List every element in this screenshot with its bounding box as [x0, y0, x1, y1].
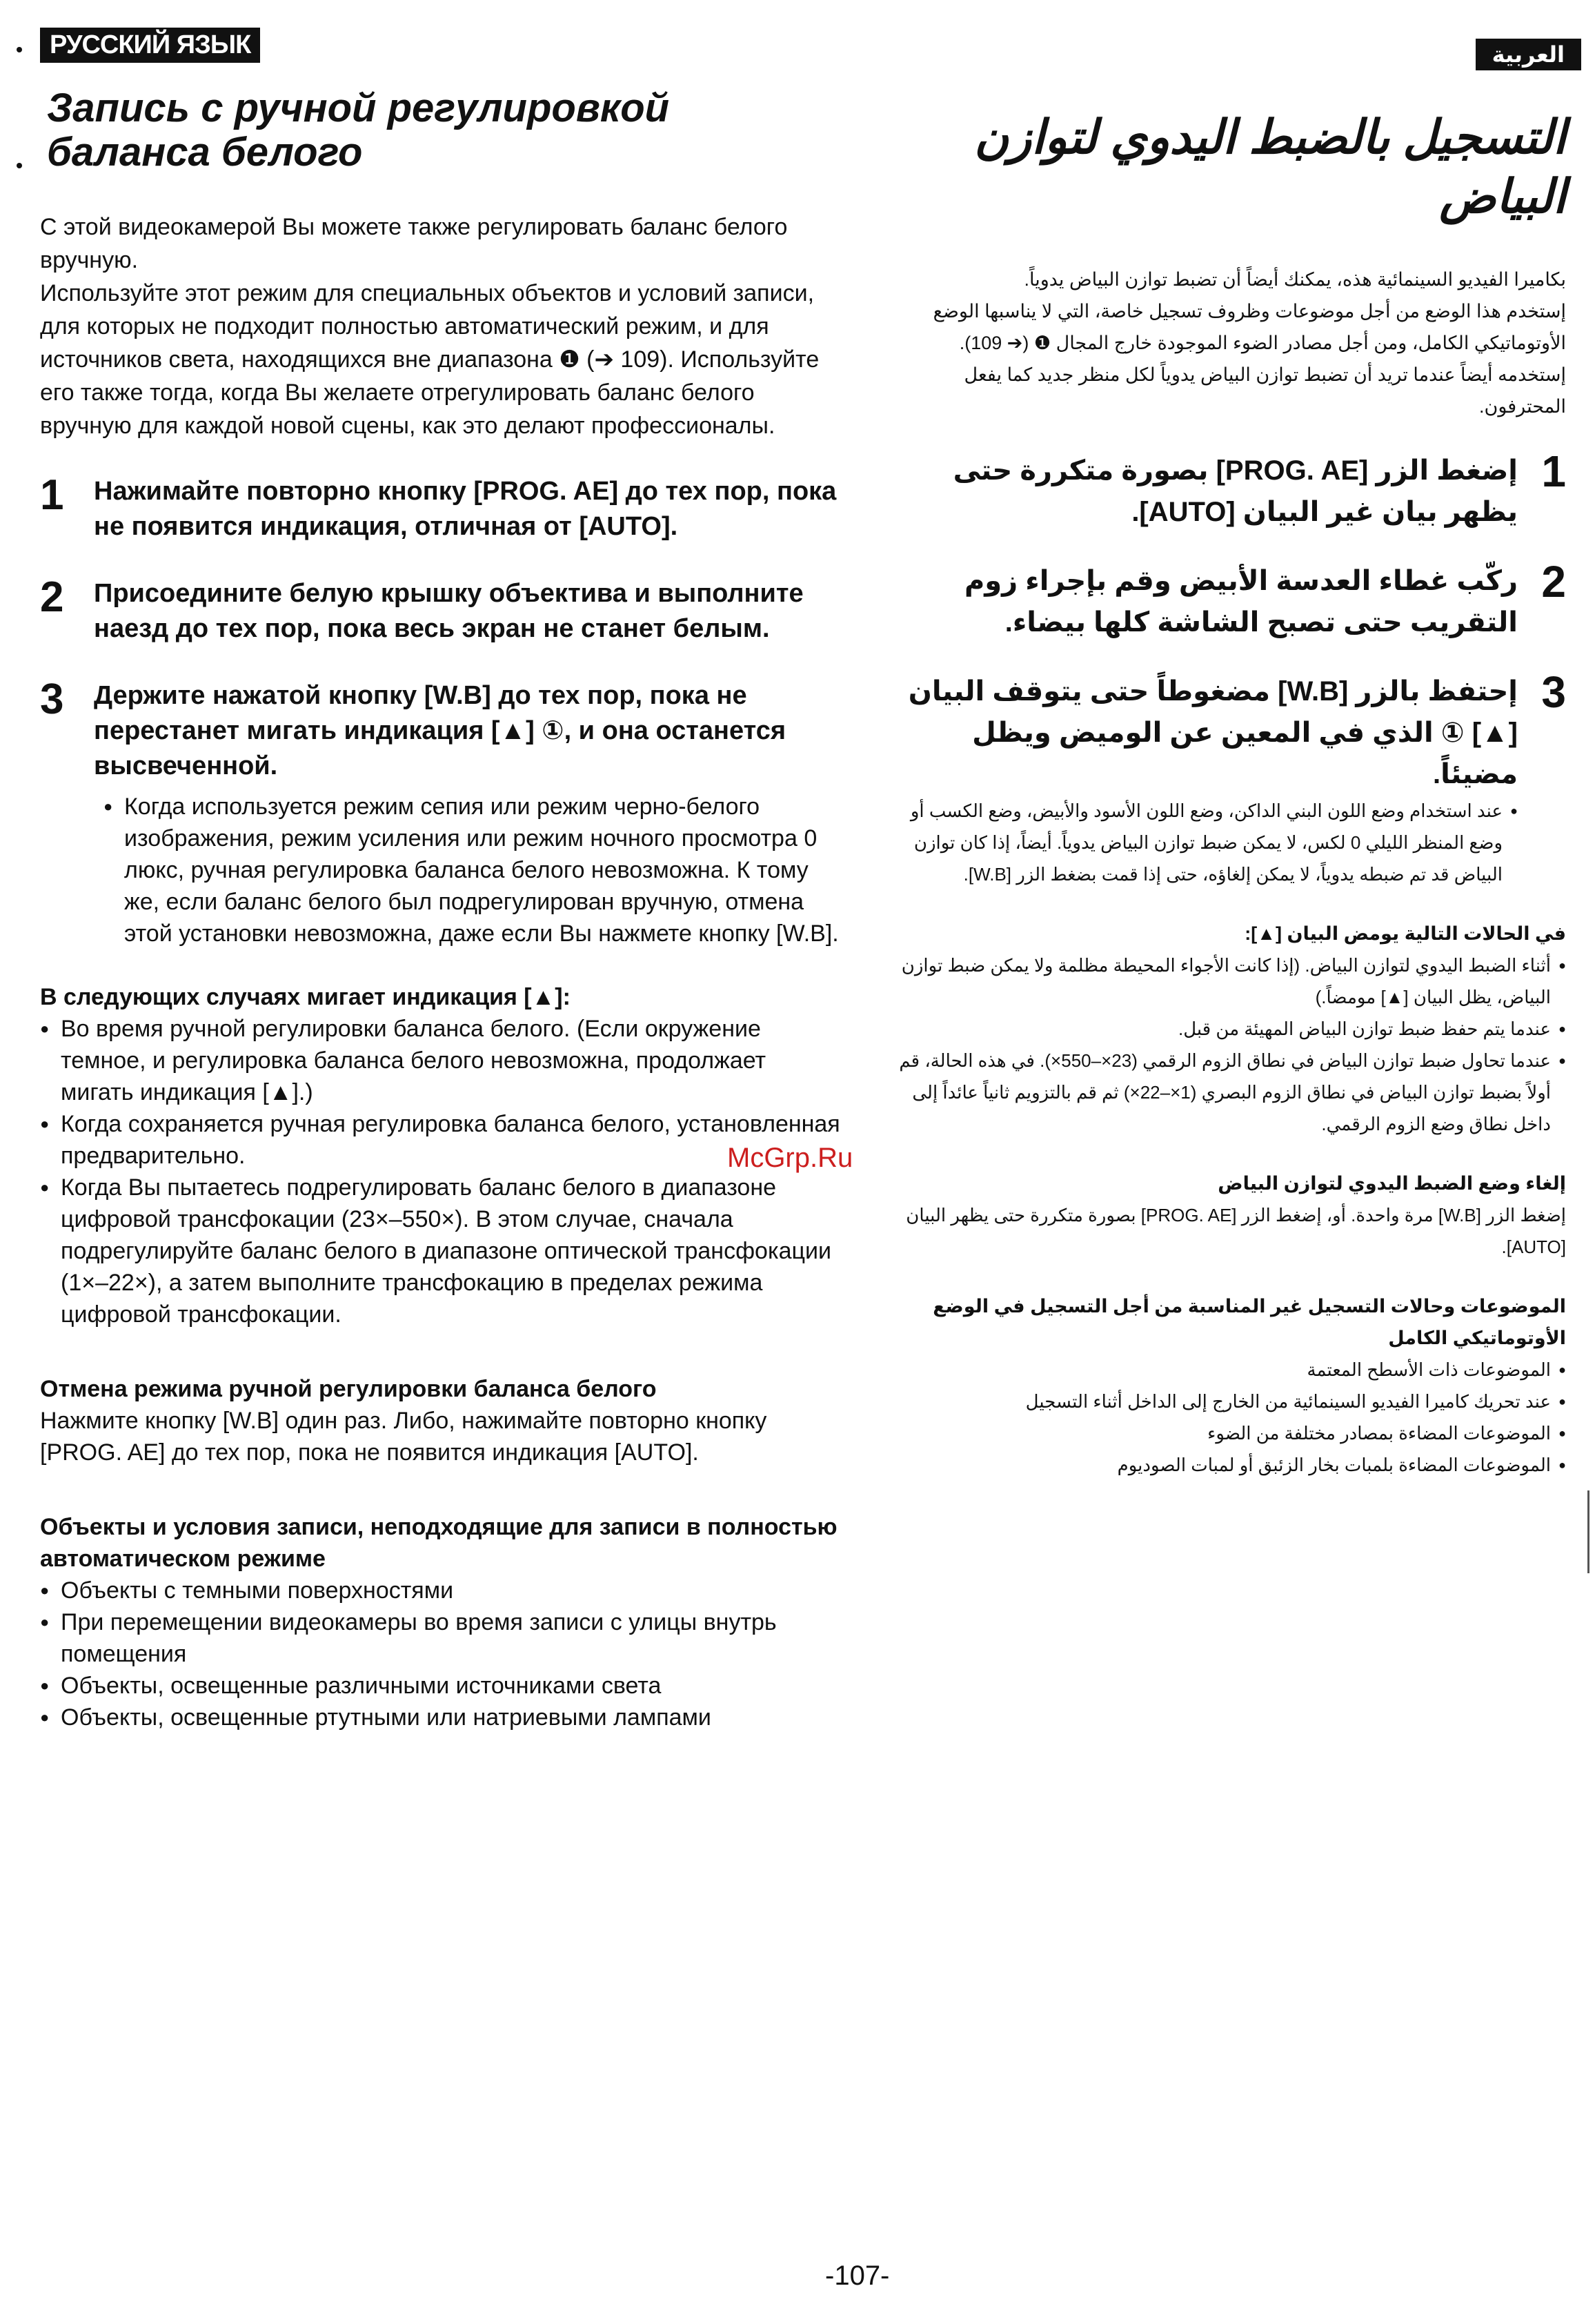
list-item: ● При перемещении видеокамеры во время записи с улицы внутрь помещения — [40, 1606, 840, 1670]
section-heading: إلغاء وضع الضبط اليدوي لتوازن البياض — [1218, 1173, 1566, 1194]
margin-mark — [17, 47, 22, 52]
list-item: ● Когда сохраняется ручная регулировка баланса белого, установленная предварительно. — [40, 1108, 840, 1172]
list-item: ● Объекты, освещенные ртутными или натриевыми лампами — [40, 1702, 840, 1733]
step-text: Держите нажатой кнопку [W.B] до тех пор, пока не перестанет мигать индикация [▲] ①, и она останется высвеченной. — [94, 681, 786, 780]
step-3-notes — [890, 795, 1518, 890]
intro-ar — [890, 264, 1566, 422]
language-badge-ar: العربية — [1476, 39, 1581, 70]
blink-list — [40, 1013, 840, 1330]
section-heading: في الحالات التالية يومض البيان [▲]: — [1245, 923, 1566, 944]
list-item: ● Во время ручной регулировки баланса белого. (Если окружение темное, и регулировка баланса белого невозможна, продолжает мигать индикация [▲].) — [40, 1013, 840, 1108]
step-3 — [890, 667, 1566, 795]
step-number: 1 — [1541, 446, 1566, 496]
russian-column — [40, 28, 840, 1733]
section-heading: Объекты и условия записи, неподходящие для записи в полностью автоматическом режиме — [40, 1514, 838, 1572]
list-item: ● أثناء الضبط اليدوي لتوازن البياض. (إذا كانت الأجواء المحيطة مظلمة ولا يمكن ضبط توازن البياض، يظل البيان [▲] مومضاً.) — [890, 949, 1566, 1013]
step-3 — [40, 678, 840, 784]
step-number: 3 — [40, 676, 64, 723]
step-text: إحتفظ بالزر [W.B] مضغوطاً حتى يتوقف البيان [▲] ① الذي في المعين عن الوميض ويظل مضيئاً. — [908, 676, 1518, 789]
list-item: ● عند تحريك كاميرا الفيديو السينمائية من الخارج إلى الداخل أثناء التسجيل — [890, 1386, 1566, 1417]
note-item: ● عند استخدام وضع اللون البني الداكن، وضع اللون الأسود والأبيض، وضع الكسب أو وضع المنظر الليلي 0 لكس، لا يمكن ضبط توازن البياض يدوياً. أيضاً، إذا كان توازن البياض قد تم ضبطه يدوياً، لا يمكن إلغاؤه، حتى إذا قمت بضغط الزر [W.B]. — [890, 795, 1518, 890]
section-heading: В следующих случаях мигает индикация [▲]: — [40, 984, 571, 1010]
step-2 — [40, 573, 840, 647]
page-title-ru: Запись с ручной регулировкой баланса белого — [47, 86, 670, 175]
intro-paragraph: Используйте этот режим для специальных объектов и условий записи, для которых не подходит полностью автоматический режим, и для источников света, находящихся вне диапазона ❶ (➔ 109). Используйте его также тогда, когда Вы желаете отрегулировать баланс белого вручную для каждой новой сцены, как это делают профессионалы. — [40, 280, 820, 439]
note-item: ● Когда используется режим сепия или режим черно-белого изображения, режим усиления или режим ночного просмотра 0 люкс, ручная регулировка баланса белого невозможна. К тому же, если баланс белого был подрегулирован вручную, отмена этой установки невозможна, даже если Вы нажмете кнопку [W.B]. — [103, 791, 840, 949]
intro-ru — [40, 210, 840, 442]
step-number: 2 — [1541, 557, 1566, 607]
list-item: ● عندما يتم حفظ ضبط توازن البياض المهيئة من قبل. — [890, 1013, 1566, 1045]
arabic-column — [890, 28, 1566, 1481]
blink-list — [890, 949, 1566, 1140]
intro-paragraph: إستخدم هذا الوضع من أجل موضوعات وظروف تسجيل خاصة، التي لا يناسبها الوضع الأوتوماتيكي الكامل، ومن أجل مصادر الضوء الموجودة خارج المجال ❶ (➔ 109). — [933, 301, 1566, 353]
unsuitable-list — [40, 1575, 840, 1733]
unsuitable-list — [890, 1354, 1566, 1481]
step-number: 3 — [1541, 667, 1566, 717]
language-badge-ru: РУССКИЙ ЯЗЫК — [40, 28, 260, 63]
step-number: 2 — [40, 573, 64, 621]
cancel-text: إضغط الزر [W.B] مرة واحدة. أو، إضغط الزر [PROG. AE] بصورة متكررة حتى يظهر البيان [AUTO]. — [906, 1205, 1566, 1257]
intro-paragraph: بكاميرا الفيديو السينمائية هذه، يمكنك أيضاً أن تضبط توازن البياض يدوياً. — [1024, 269, 1566, 290]
step-text: Присоедините белую крышку объектива и выполните наезд до тех пор, пока весь экран не станет белым. — [94, 579, 804, 643]
step-3-notes — [103, 791, 840, 949]
step-text: إضغط الزر [PROG. AE] بصورة متكررة حتى يظهر بيان غير البيان [AUTO]. — [953, 455, 1518, 527]
list-item: ● الموضوعات المضاءة بمصادر مختلفة من الضوء — [890, 1417, 1566, 1449]
list-item: ● Объекты с темными поверхностями — [40, 1575, 840, 1606]
intro-paragraph: С этой видеокамерой Вы можете также регулировать баланс белого вручную. — [40, 214, 788, 273]
step-number: 1 — [40, 471, 64, 519]
step-2 — [890, 557, 1566, 643]
section-heading: Отмена режима ручной регулировки баланса белого — [40, 1376, 657, 1402]
step-text: ركّب غطاء العدسة الأبيض وقم بإجراء زوم التقريب حتى تصبح الشاشة كلها بيضاء. — [964, 566, 1518, 638]
watermark-link[interactable]: McGrp.Ru — [727, 1143, 853, 1173]
list-item: ● Когда Вы пытаетесь подрегулировать баланс белого в диапазоне цифровой трансфокации (23×–550×). В этом случае, сначала подрегулируйте баланс белого в диапазоне оптической трансфокации (1×–22×), а затем выполните трансфокацию в пределах режима цифровой трансфокации. — [40, 1172, 840, 1330]
step-text: Нажимайте повторно кнопку [PROG. AE] до тех пор, пока не появится индикация, отличная от [AUTO]. — [94, 477, 837, 541]
list-item: ● عندما تحاول ضبط توازن البياض في نطاق الزوم الرقمي (23×–550×). في هذه الحالة، قم أولاً بضبط توازن البياض في نطاق الزوم البصري (1×–22×) ثم قم بالتزويم ثانياً عائداً إلى داخل نطاق وضع الزوم الرقمي. — [890, 1045, 1566, 1140]
list-item: ● الموضوعات المضاءة بلمبات بخار الزئبق أو لمبات الصوديوم — [890, 1449, 1566, 1481]
scan-edge-mark — [1587, 1490, 1589, 1573]
list-item: ● Объекты, освещенные различными источниками света — [40, 1670, 840, 1702]
margin-mark — [17, 163, 22, 168]
section-heading: الموضوعات وحالات التسجيل غير المناسبة من أجل التسجيل في الوضع الأوتوماتيكي الكامل — [933, 1296, 1566, 1348]
intro-paragraph: إستخدمه أيضاً عندما تريد أن تضبط توازن البياض يدوياً لكل منظر جديد كما يفعل المحترفون. — [964, 364, 1566, 417]
page-title-ar: التسجيل بالضبط اليدوي لتوازن البياض — [974, 111, 1566, 223]
cancel-text: Нажмите кнопку [W.B] один раз. Либо, нажимайте повторно кнопку [PROG. AE] до тех пор, пока не появится индикация [AUTO]. — [40, 1408, 767, 1466]
page-number: -107- — [825, 2261, 890, 2291]
step-1 — [40, 471, 840, 544]
list-item: ● الموضوعات ذات الأسطح المعتمة — [890, 1354, 1566, 1386]
step-1 — [890, 446, 1566, 533]
